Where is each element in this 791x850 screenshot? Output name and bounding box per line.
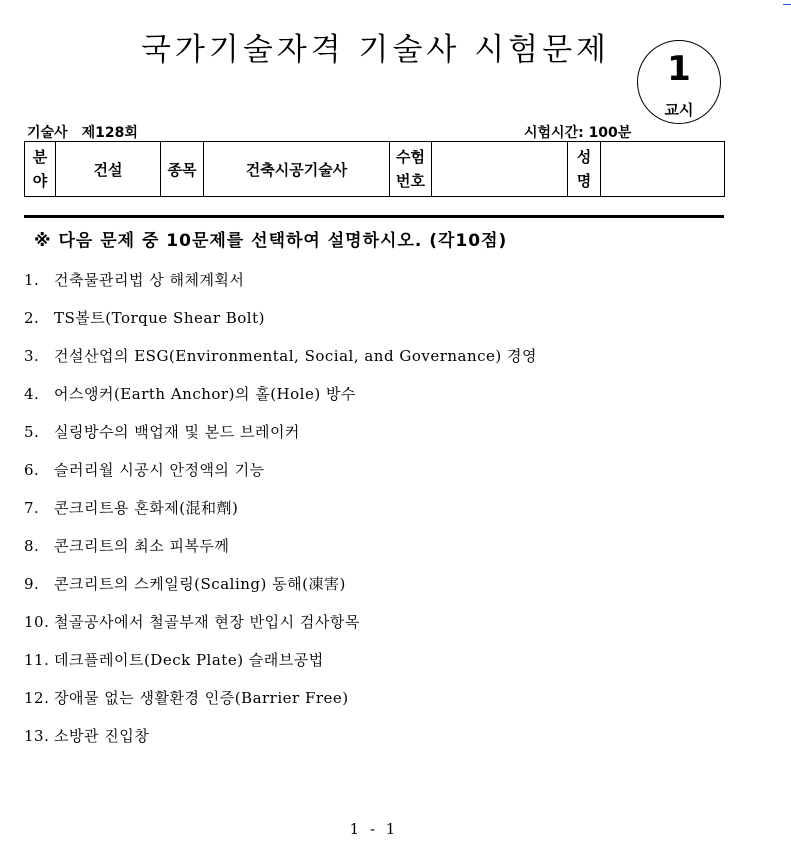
session-label: 교시 — [664, 101, 694, 119]
question-number: 7. — [24, 499, 40, 517]
question-number: 12. — [24, 689, 50, 707]
field-value: 건설 — [56, 142, 161, 197]
question-number: 13. — [24, 727, 50, 745]
exam-number-label-line2: 번호 — [396, 172, 425, 190]
question-item — [24, 496, 537, 534]
name-label-line1: 성 — [576, 148, 592, 166]
field-label-line2: 야 — [32, 172, 48, 190]
question-item — [24, 306, 537, 344]
question-number: 5. — [24, 423, 40, 441]
question-text: 슬러리월 시공시 안정액의 기능 — [54, 461, 265, 479]
document-title-text: 국가기술자격 기술사 시험문제 — [140, 32, 610, 68]
candidate-info-table — [24, 141, 725, 197]
question-item — [24, 382, 537, 420]
question-number: 10. — [24, 613, 50, 631]
question-item — [24, 344, 537, 382]
question-item — [24, 420, 537, 458]
name-label-line2: 명 — [576, 172, 592, 190]
question-text: 실링방수의 백업재 및 본드 브레이커 — [54, 423, 300, 441]
exam-number-label-cell — [390, 142, 432, 197]
name-label-cell — [568, 142, 601, 197]
question-text: 소방관 진입창 — [54, 727, 150, 745]
question-text: 콘크리트의 최소 피복두께 — [54, 537, 230, 555]
question-number: 9. — [24, 575, 40, 593]
question-text: 콘크리트용 혼화제(混和劑) — [54, 499, 239, 517]
question-text: 어스앵커(Earth Anchor)의 홀(Hole) 방수 — [54, 385, 356, 403]
question-item — [24, 686, 537, 724]
question-item — [24, 648, 537, 686]
question-item — [24, 534, 537, 572]
exam-time: 시험시간: 100분 — [524, 125, 632, 141]
question-number: 4. — [24, 385, 40, 403]
question-number: 11. — [24, 651, 50, 669]
exam-number-label-line1: 수험 — [396, 148, 425, 166]
question-number: 2. — [24, 309, 40, 327]
item-value: 건축시공기술사 — [204, 142, 390, 197]
instruction: ※ 다음 문제 중 10문제를 선택하여 설명하시오. (각10점) — [34, 231, 508, 251]
exam-round-number: 제128회 — [81, 125, 138, 141]
question-number: 1. — [24, 271, 40, 289]
corner-mark — [783, 0, 791, 5]
session-badge — [637, 40, 721, 124]
question-item — [24, 572, 537, 610]
field-label-line1: 분 — [32, 148, 48, 166]
exam-round — [27, 122, 138, 142]
question-item — [24, 268, 537, 306]
question-number: 6. — [24, 461, 40, 479]
item-label: 종목 — [161, 142, 204, 197]
question-text: 콘크리트의 스케일링(Scaling) 동해(凍害) — [54, 575, 346, 593]
question-item — [24, 724, 537, 762]
question-item — [24, 458, 537, 496]
name-field[interactable] — [601, 142, 725, 197]
exam-number-field[interactable] — [432, 142, 568, 197]
field-label-cell — [25, 142, 56, 197]
question-number: 3. — [24, 347, 40, 365]
question-text: 건축물관리법 상 해체계획서 — [54, 271, 245, 289]
question-text: TS볼트(Torque Shear Bolt) — [54, 309, 265, 327]
page-number: 1 - 1 — [349, 820, 399, 838]
question-item — [24, 610, 537, 648]
question-list — [24, 268, 537, 762]
question-text: 장애물 없는 생활환경 인증(Barrier Free) — [54, 689, 349, 707]
divider-rule — [24, 215, 724, 218]
question-text: 건설산업의 ESG(Environmental, Social, and Governance) 경영 — [54, 347, 538, 365]
question-text: 데크플레이트(Deck Plate) 슬래브공법 — [54, 651, 324, 669]
question-text: 철골공사에서 철골부재 현장 반입시 검사항목 — [54, 613, 360, 631]
session-number: 1 — [667, 49, 691, 89]
question-number: 8. — [24, 537, 40, 555]
exam-type: 기술사 — [27, 125, 68, 141]
